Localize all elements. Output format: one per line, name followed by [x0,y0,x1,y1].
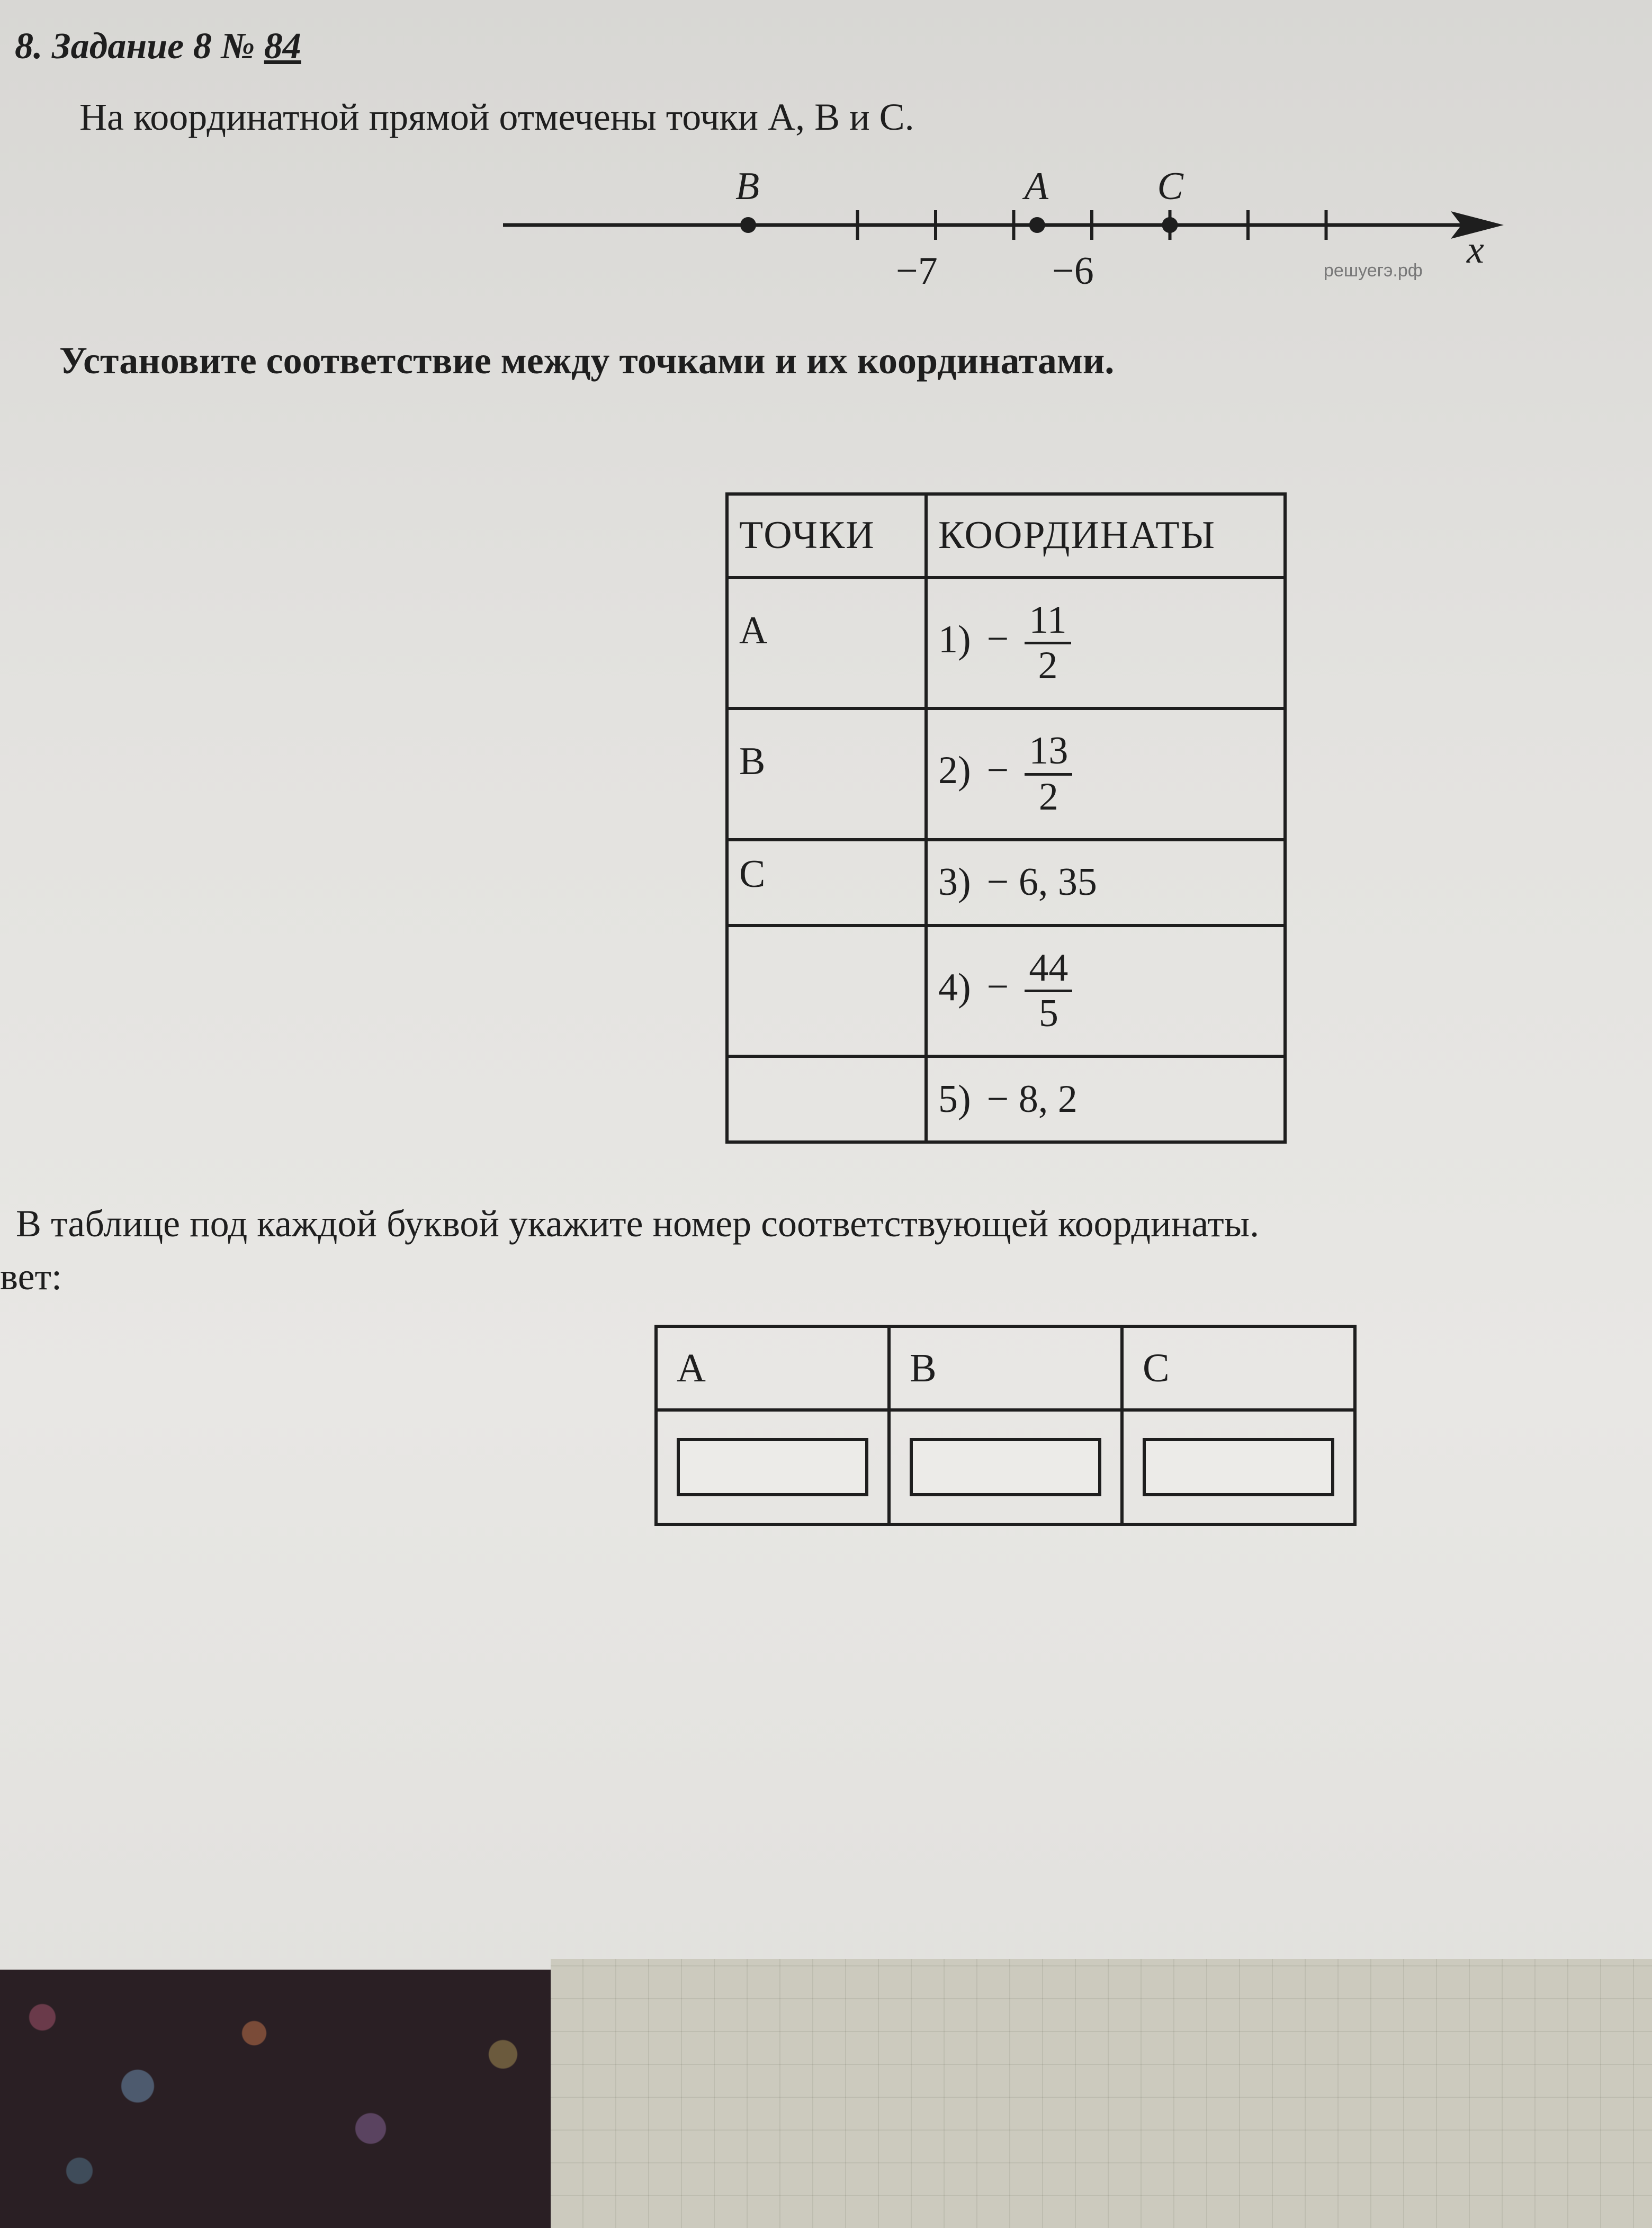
answer-header-b: B [889,1326,1122,1410]
answer-box-a[interactable] [677,1438,868,1496]
coord-number: 4) [938,965,971,1009]
point-cell [727,1056,926,1142]
table-row [727,708,1285,840]
fraction-numerator: 11 [1025,599,1071,644]
answer-box-c[interactable] [1143,1438,1334,1496]
answer-header-row [656,1326,1355,1410]
coord-value: − 8, 2 [986,1077,1078,1121]
coord-value: − 6, 35 [986,860,1097,904]
point-cell [727,926,926,1057]
answer-cell-a [656,1410,889,1524]
answer-instruction: В таблице под каждой буквой укажите номер соответствующей координаты. [16,1202,1260,1245]
answer-table [654,1325,1357,1526]
point-cell: C [727,840,926,926]
table-row [727,926,1285,1057]
instruction: Установите соответствие между точками и их координатами. [59,339,1115,382]
axis-label-x: x [1467,228,1484,272]
fraction-numerator: 44 [1025,947,1072,992]
table-row [727,840,1285,926]
table-row [727,1056,1285,1142]
background-fabric [0,1970,593,2228]
task-statement: На координатной прямой отмечены точки A, B и C. [79,96,914,138]
header-coordinates: КООРДИНАТЫ [926,494,1285,578]
point-cell: A [727,578,926,709]
answer-box-b[interactable] [910,1438,1101,1496]
point-marker [1162,217,1178,233]
answer-cell-c [1122,1410,1355,1524]
coord-number: 1) [938,617,971,661]
watermark: решуегэ.рф [1324,260,1423,281]
fraction-numerator: 13 [1025,730,1072,775]
coord-fraction [1025,599,1071,688]
coord-cell [926,840,1285,926]
coord-cell [926,1056,1285,1142]
table-header-row [727,494,1285,578]
fraction-denominator: 5 [1038,991,1058,1035]
background-sheet [551,1959,1652,2228]
header-points: ТОЧКИ [727,494,926,578]
coord-cell [926,926,1285,1057]
coord-sign: − [986,617,1009,661]
coord-sign: − [986,965,1009,1009]
coord-cell [926,708,1285,840]
number-line [0,0,1652,371]
coord-fraction [1025,730,1072,819]
point-marker [740,217,756,233]
task-title-prefix: 8. Задание 8 № [15,26,264,67]
answer-header-c: C [1122,1326,1355,1410]
coord-number: 5) [938,1077,971,1121]
answer-label: вет: [0,1255,62,1298]
answer-cell-b [889,1410,1122,1524]
point-label: A [1024,165,1048,208]
point-marker [1029,217,1045,233]
coord-sign: − [986,749,1009,793]
point-label: C [1157,165,1183,208]
answer-header-a: A [656,1326,889,1410]
point-cell: B [727,708,926,840]
coord-cell [926,578,1285,709]
tick-label: −6 [1052,249,1094,293]
coord-fraction [1025,947,1072,1036]
table-row [727,578,1285,709]
answer-input-row [656,1410,1355,1524]
fraction-denominator: 2 [1038,643,1058,687]
matching-table [725,492,1287,1144]
task-number: 84 [264,26,301,67]
coord-number: 2) [938,749,971,793]
fraction-denominator: 2 [1038,775,1058,819]
coord-number: 3) [938,860,971,904]
point-label: B [735,165,760,208]
tick-label: −7 [896,249,938,293]
